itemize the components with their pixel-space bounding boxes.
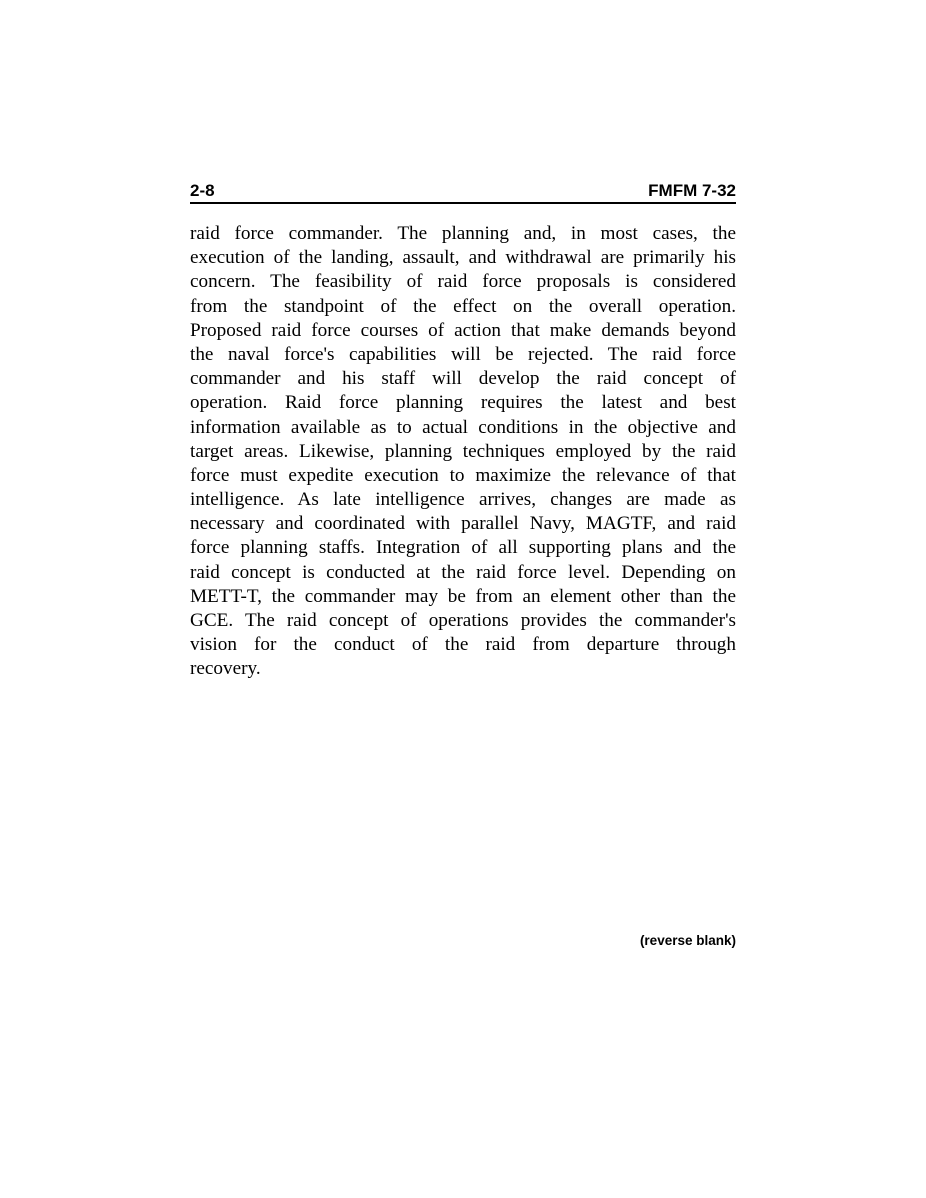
paragraph-line: vision for the conduct of the raid from departure through — [190, 634, 736, 656]
paragraph-line: concern. The feasibility of raid force proposals is considered — [190, 271, 736, 293]
paragraph-line: the naval force's capabilities will be rejected. The raid force — [190, 343, 736, 365]
paragraph-line: raid concept is conducted at the raid force level. Depending on — [190, 561, 736, 583]
paragraph-line: target areas. Likewise, planning techniques employed by the raid — [190, 440, 736, 462]
running-header — [190, 180, 736, 204]
paragraph-line: raid force commander. The planning and, in most cases, the — [190, 223, 736, 244]
paragraph-line: recovery. — [190, 658, 261, 680]
document-id: FMFM 7-32 — [648, 181, 736, 200]
page-number: 2-8 — [190, 181, 215, 200]
paragraph-line: METT-T, the commander may be from an element other than the — [190, 585, 736, 607]
paragraph-line: Proposed raid force courses of action that make demands beyond — [190, 319, 736, 341]
body-paragraph — [190, 222, 736, 682]
paragraph-line: force planning staffs. Integration of all supporting plans and the — [190, 537, 736, 559]
paragraph-line: GCE. The raid concept of operations provides the commander's — [190, 610, 736, 631]
paragraph-line: execution of the landing, assault, and withdrawal are primarily his — [190, 247, 736, 269]
paragraph-line: from the standpoint of the effect on the overall operation. — [190, 295, 736, 317]
paragraph-line: commander and his staff will develop the raid concept of — [190, 368, 736, 390]
paragraph-line: force must expedite execution to maximize the relevance of that — [190, 464, 736, 486]
paragraph-line: information available as to actual conditions in the objective and — [190, 416, 736, 438]
paragraph-line: operation. Raid force planning requires the latest and best — [190, 392, 736, 414]
paragraph-line: necessary and coordinated with parallel Navy, MAGTF, and raid — [190, 513, 736, 535]
paragraph-line: intelligence. As late intelligence arrives, changes are made as — [190, 489, 736, 511]
reverse-blank-note: (reverse blank) — [639, 933, 736, 948]
